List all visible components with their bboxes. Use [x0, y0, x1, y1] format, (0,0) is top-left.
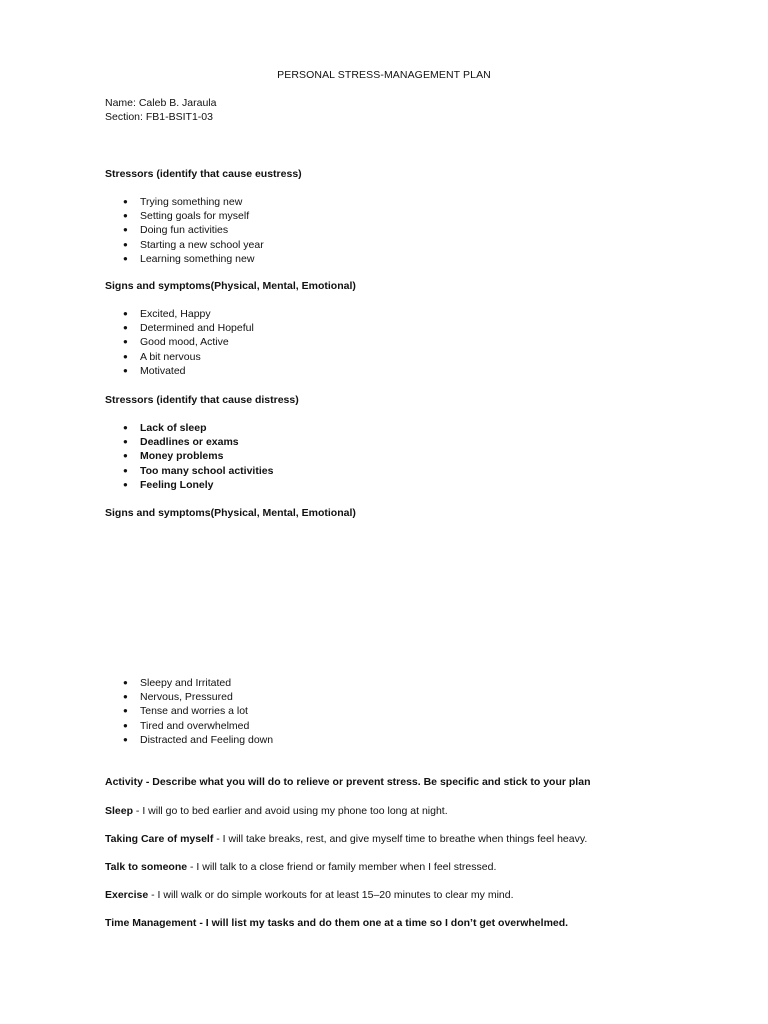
list-item: ● Too many school activities	[123, 464, 274, 477]
eustress-signs-heading: Signs and symptoms(Physical, Mental, Emotional)	[105, 280, 356, 292]
activity-text: - I will take breaks, rest, and give myself time to breathe when things feel heavy.	[213, 833, 588, 845]
page-title: PERSONAL STRESS-MANAGEMENT PLAN	[277, 69, 491, 81]
bullet-icon: ●	[123, 253, 128, 263]
list-item: ● Motivated	[123, 364, 186, 377]
distress-list	[105, 421, 273, 492]
section-line: Section: FB1-BSIT1-03	[105, 111, 213, 123]
bullet-icon: ●	[123, 734, 128, 744]
list-item: ● Good mood, Active	[123, 336, 229, 349]
activity-time-management: Time Management - I will list my tasks and do them one at a time so I don’t get overwhelmed.	[105, 917, 569, 929]
distress-signs-list	[105, 676, 273, 747]
bullet-icon: ●	[123, 465, 128, 475]
list-item: ● Deadlines or exams	[123, 436, 239, 449]
activity-label: Exercise	[105, 889, 149, 901]
list-item: ● Tired and overwhelmed	[123, 719, 250, 732]
bullet-icon: ●	[123, 365, 128, 375]
activity-heading: Activity - Describe what you will do to relieve or prevent stress. Be specific and stick to your plan	[105, 776, 591, 788]
bullet-icon: ●	[123, 720, 128, 730]
bullet-icon: ●	[123, 479, 128, 489]
eustress-list	[105, 195, 264, 266]
bullet-icon: ●	[123, 225, 128, 235]
activity-talk	[105, 860, 496, 874]
bullet-icon: ●	[123, 692, 128, 702]
eustress-heading: Stressors (identify that cause eustress)	[105, 168, 302, 180]
activity-sleep	[105, 804, 448, 818]
eustress-signs-list	[105, 307, 254, 378]
bullet-icon: ●	[123, 337, 128, 347]
bullet-icon: ●	[123, 211, 128, 221]
list-item: ● Nervous, Pressured	[123, 691, 233, 704]
list-item: ● Starting a new school year	[123, 238, 264, 251]
bullet-icon: ●	[123, 678, 128, 687]
list-item: ● Determined and Hopeful	[123, 322, 254, 335]
bullet-icon: ●	[123, 451, 128, 461]
list-item: ● Lack of sleep	[123, 422, 207, 434]
activity-label: Talk to someone	[105, 861, 188, 873]
activity-text: - I will walk or do simple workouts for at least 15–20 minutes to clear my mind.	[148, 889, 514, 901]
distress-signs-heading: Signs and symptoms(Physical, Mental, Emotional)	[105, 507, 356, 519]
activity-self-care	[105, 832, 587, 846]
bullet-icon: ●	[123, 309, 128, 318]
list-item: ● Feeling Lonely	[123, 478, 214, 491]
bullet-icon: ●	[123, 239, 128, 249]
activity-text: - I will talk to a close friend or family member when I feel stressed.	[187, 861, 497, 873]
activity-label: Sleep	[105, 805, 134, 817]
list-item: ● Doing fun activities	[123, 224, 229, 237]
list-item: ● Sleepy and Irritated	[123, 677, 232, 689]
activity-label: Taking Care of myself	[105, 833, 214, 845]
activity-text: - I will go to bed earlier and avoid using my phone too long at night.	[133, 805, 448, 817]
bullet-icon: ●	[123, 323, 128, 333]
list-item: ● Learning something new	[123, 252, 255, 265]
list-item: ● A bit nervous	[123, 350, 201, 363]
bullet-icon: ●	[123, 706, 128, 716]
activity-exercise	[105, 888, 514, 902]
distress-heading: Stressors (identify that cause distress)	[105, 394, 299, 406]
list-item: ● Setting goals for myself	[123, 210, 250, 223]
list-item: ● Distracted and Feeling down	[123, 733, 274, 746]
name-line: Name: Caleb B. Jaraula	[105, 97, 217, 109]
bullet-icon: ●	[123, 423, 128, 432]
bullet-icon: ●	[123, 437, 128, 447]
list-item: ● Money problems	[123, 450, 224, 463]
bullet-icon: ●	[123, 351, 128, 361]
list-item: ● Tense and worries a lot	[123, 705, 248, 718]
list-item: ● Trying something new	[123, 196, 243, 208]
bullet-icon: ●	[123, 197, 128, 206]
list-item: ● Excited, Happy	[123, 308, 211, 320]
